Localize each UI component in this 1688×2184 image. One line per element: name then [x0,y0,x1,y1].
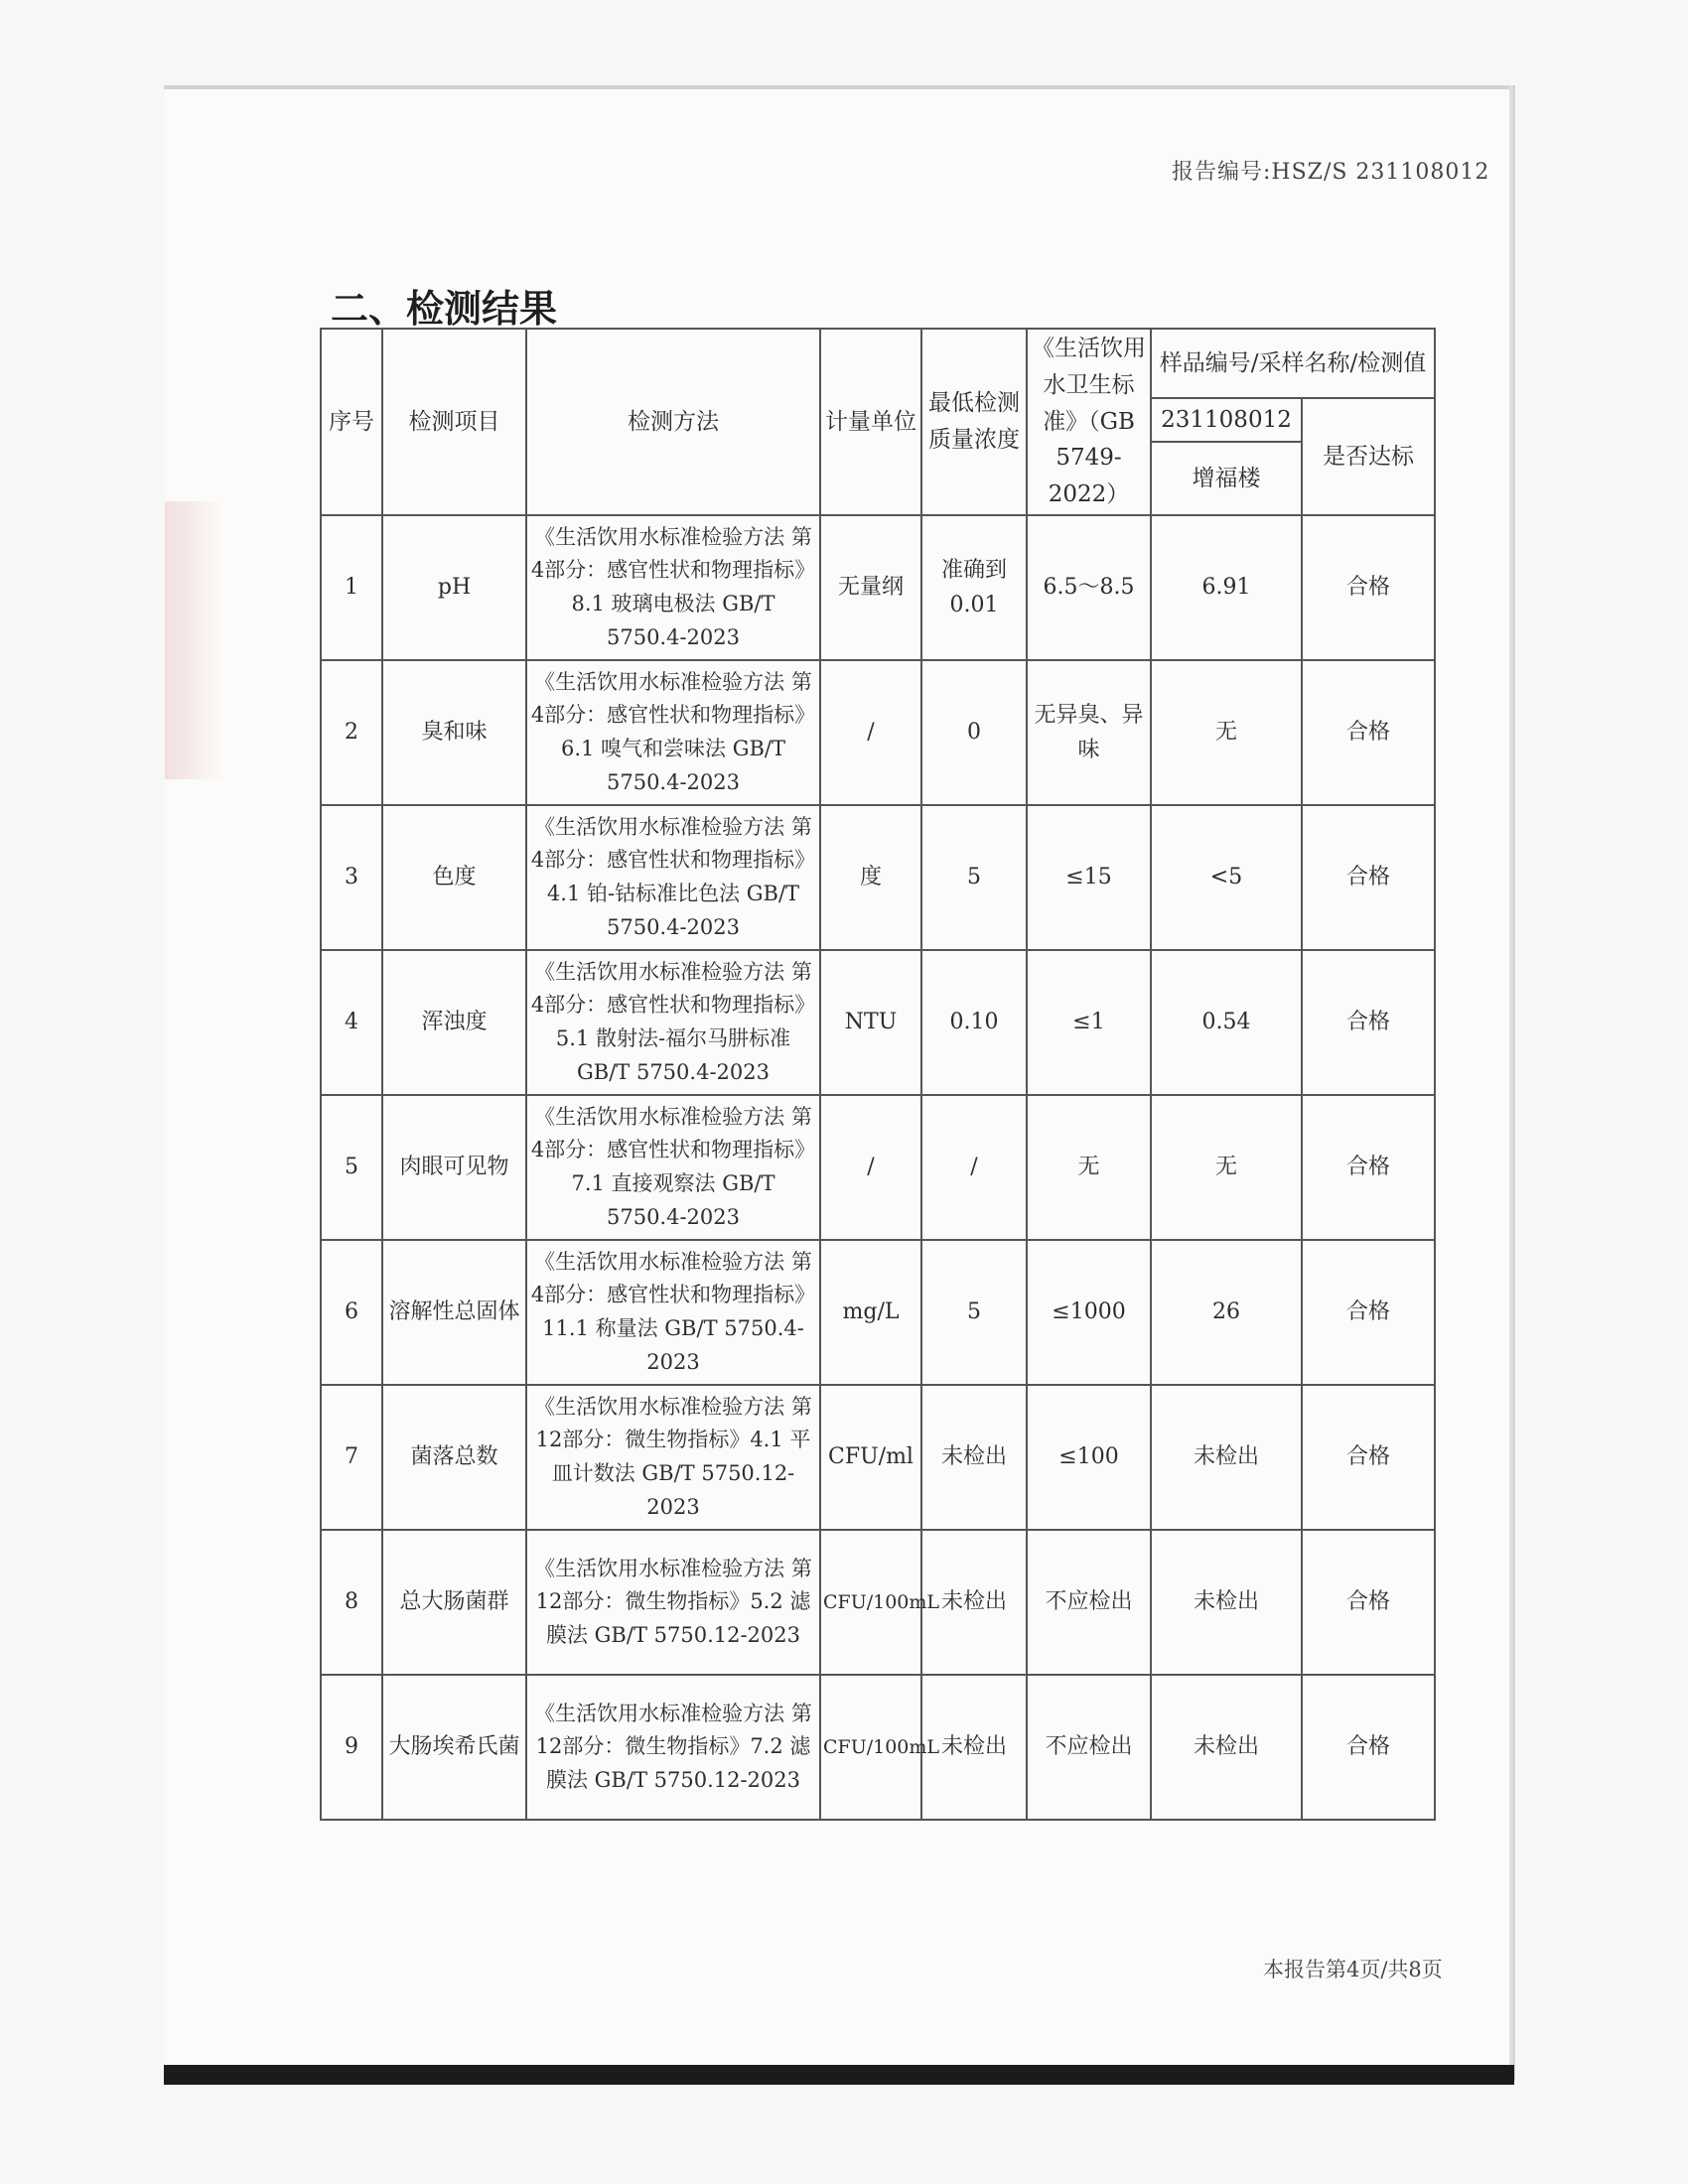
min-concentration: 未检出 [921,1385,1027,1530]
measured-value: 0.54 [1151,950,1302,1095]
test-item: 菌落总数 [382,1385,526,1530]
compliance-result: 合格 [1302,805,1435,950]
test-method: 《生活饮用水标准检验方法 第4部分：感官性状和物理指标》6.1 嗅气和尝味法 GB/T 5750.4-2023 [526,660,820,805]
header-min-concentration: 最低检测质量浓度 [921,329,1027,515]
test-item: pH [382,515,526,660]
standard-limit: 不应检出 [1027,1530,1151,1675]
test-item: 肉眼可见物 [382,1095,526,1240]
test-item: 色度 [382,805,526,950]
test-method: 《生活饮用水标准检验方法 第12部分：微生物指标》4.1 平皿计数法 GB/T 5750.12-2023 [526,1385,820,1530]
compliance-result: 合格 [1302,1095,1435,1240]
header-compliance: 是否达标 [1302,398,1435,515]
partial-stamp-mark [165,501,224,779]
test-item: 臭和味 [382,660,526,805]
compliance-result: 合格 [1302,1675,1435,1820]
test-method: 《生活饮用水标准检验方法 第4部分：感官性状和物理指标》11.1 称量法 GB/T 5750.4-2023 [526,1240,820,1385]
header-sample-group: 样品编号/采样名称/检测值 [1151,329,1435,398]
row-number: 4 [321,950,382,1095]
table-row [321,1530,1435,1675]
min-concentration: 未检出 [921,1675,1027,1820]
unit: mg/L [820,1240,921,1385]
row-number: 5 [321,1095,382,1240]
min-concentration: 0 [921,660,1027,805]
row-number: 3 [321,805,382,950]
min-concentration: 准确到0.01 [921,515,1027,660]
table-row [321,515,1435,660]
unit: CFU/100mL [820,1675,921,1820]
measured-value: 未检出 [1151,1385,1302,1530]
table-row [321,805,1435,950]
report-number: 报告编号:HSZ/S 231108012 [1172,160,1490,185]
measured-value: 未检出 [1151,1530,1302,1675]
standard-limit: ≤15 [1027,805,1151,950]
header-sample-name: 增福楼 [1151,442,1302,515]
unit: 度 [820,805,921,950]
compliance-result: 合格 [1302,950,1435,1095]
row-number: 7 [321,1385,382,1530]
standard-limit: ≤1 [1027,950,1151,1095]
min-concentration: 5 [921,1240,1027,1385]
measured-value: <5 [1151,805,1302,950]
test-item: 溶解性总固体 [382,1240,526,1385]
test-method: 《生活饮用水标准检验方法 第4部分：感官性状和物理指标》8.1 玻璃电极法 GB/T 5750.4-2023 [526,515,820,660]
unit: 无量纲 [820,515,921,660]
unit: CFU/100mL [820,1530,921,1675]
test-method: 《生活饮用水标准检验方法 第4部分：感官性状和物理指标》5.1 散射法-福尔马肼标准 GB/T 5750.4-2023 [526,950,820,1095]
measured-value: 未检出 [1151,1675,1302,1820]
test-item: 浑浊度 [382,950,526,1095]
standard-limit: ≤100 [1027,1385,1151,1530]
row-number: 9 [321,1675,382,1820]
row-number: 6 [321,1240,382,1385]
row-number: 8 [321,1530,382,1675]
test-method: 《生活饮用水标准检验方法 第12部分：微生物指标》7.2 滤膜法 GB/T 5750.12-2023 [526,1675,820,1820]
test-item: 总大肠菌群 [382,1530,526,1675]
test-method: 《生活饮用水标准检验方法 第4部分：感官性状和物理指标》4.1 铂-钴标准比色法 GB/T 5750.4-2023 [526,805,820,950]
measured-value: 无 [1151,1095,1302,1240]
standard-limit: ≤1000 [1027,1240,1151,1385]
min-concentration: / [921,1095,1027,1240]
min-concentration: 5 [921,805,1027,950]
measured-value: 6.91 [1151,515,1302,660]
table-row [321,950,1435,1095]
scan-edge [1509,85,1515,2081]
measured-value: 无 [1151,660,1302,805]
table-row [321,1385,1435,1530]
scan-border [164,2065,1514,2085]
header-no: 序号 [321,329,382,515]
header-unit: 计量单位 [820,329,921,515]
unit: CFU/ml [820,1385,921,1530]
standard-limit: 6.5～8.5 [1027,515,1151,660]
unit: NTU [820,950,921,1095]
unit: / [820,1095,921,1240]
results-table [320,328,1436,1821]
compliance-result: 合格 [1302,1530,1435,1675]
standard-limit: 无 [1027,1095,1151,1240]
header-item: 检测项目 [382,329,526,515]
page-number: 本报告第4页/共8页 [1263,1958,1443,1981]
table-row [321,1675,1435,1820]
table-row [321,1095,1435,1240]
header-method: 检测方法 [526,329,820,515]
header-standard: 《生活饮用水卫生标准》（GB 5749-2022） [1027,329,1151,515]
compliance-result: 合格 [1302,660,1435,805]
compliance-result: 合格 [1302,515,1435,660]
table-row [321,660,1435,805]
row-number: 1 [321,515,382,660]
unit: / [820,660,921,805]
measured-value: 26 [1151,1240,1302,1385]
test-item: 大肠埃希氏菌 [382,1675,526,1820]
standard-limit: 不应检出 [1027,1675,1151,1820]
standard-limit: 无异臭、异味 [1027,660,1151,805]
header-sample-id: 231108012 [1151,398,1302,442]
row-number: 2 [321,660,382,805]
test-method: 《生活饮用水标准检验方法 第4部分：感官性状和物理指标》7.1 直接观察法 GB/T 5750.4-2023 [526,1095,820,1240]
compliance-result: 合格 [1302,1385,1435,1530]
test-method: 《生活饮用水标准检验方法 第12部分：微生物指标》5.2 滤膜法 GB/T 5750.12-2023 [526,1530,820,1675]
min-concentration: 0.10 [921,950,1027,1095]
min-concentration: 未检出 [921,1530,1027,1675]
section-title: 二、检测结果 [331,286,558,331]
compliance-result: 合格 [1302,1240,1435,1385]
table-row [321,1240,1435,1385]
